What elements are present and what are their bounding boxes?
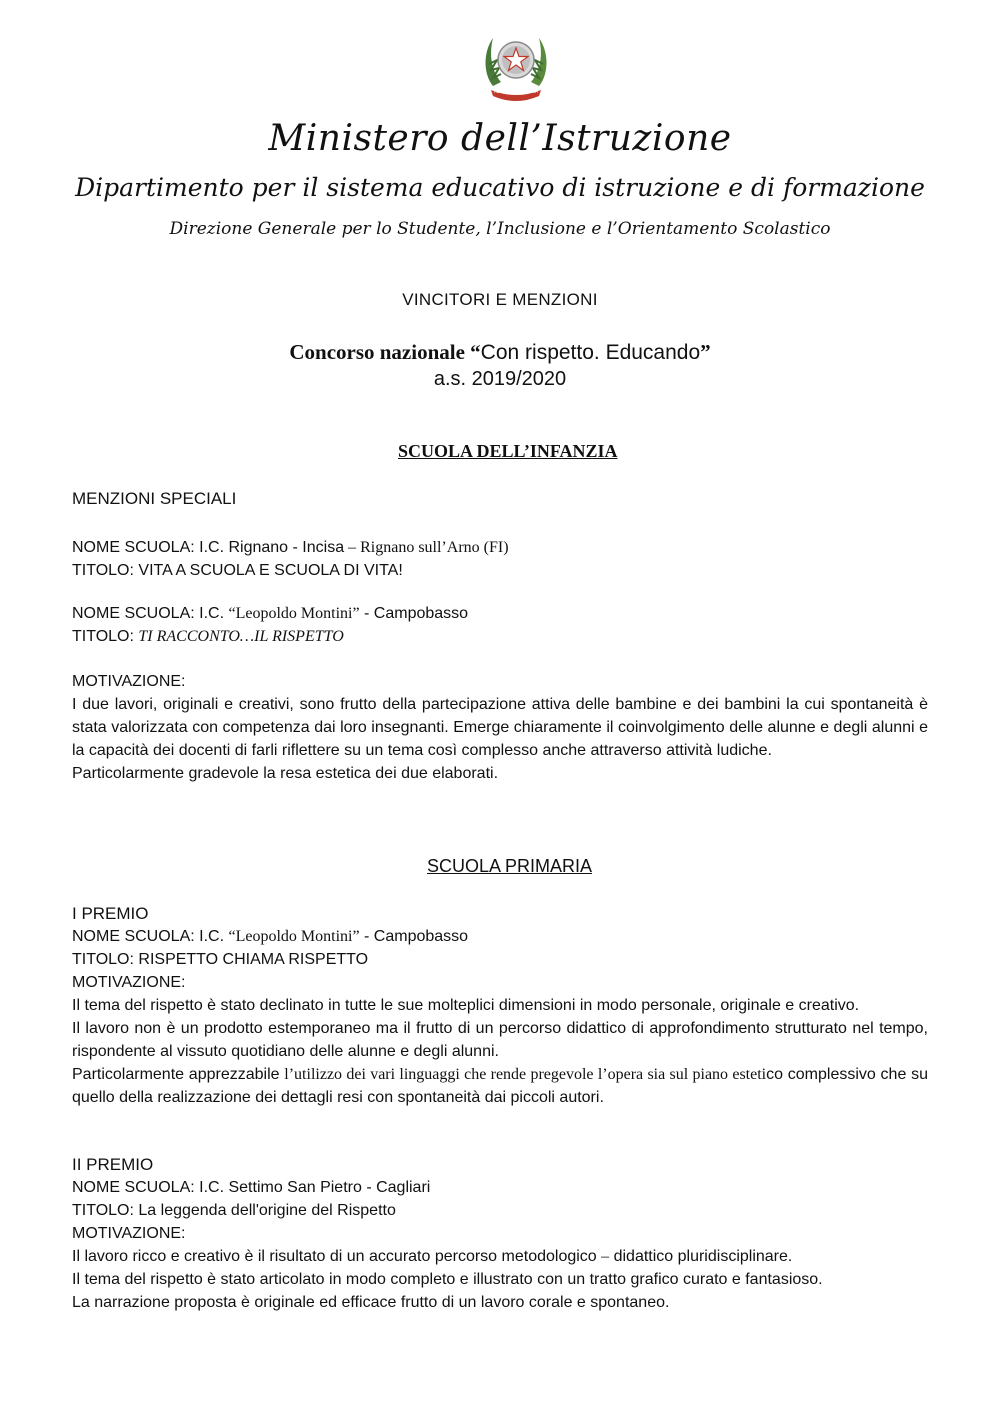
emblem-ribbon-text: REPUBBLICA ITALIANA: [493, 89, 539, 94]
prize-label: I PREMIO: [72, 904, 149, 923]
motivation-text: [72, 1063, 928, 1109]
work-title: VITA A SCUOLA E SCUOLA DI VITA!: [138, 562, 403, 579]
primaria-second-prize: [72, 1153, 928, 1314]
section-heading-infanzia: SCUOLA DELL’INFANZIA: [398, 441, 618, 461]
direction-title: Direzione Generale per lo Studente, l’Inclusione e l’Orientamento Scolastico: [169, 219, 831, 239]
work-title: RISPETTO CHIAMA RISPETTO: [138, 951, 369, 968]
school-label: NOME SCUOLA:: [72, 1179, 200, 1196]
motivation-fragment: co complessivo che su quello della realizzazione dei dettagli resi con spontaneità dai piccoli autori.: [72, 1066, 928, 1106]
motivation-fragment: didattico pluridisciplinare.: [609, 1248, 793, 1265]
special-mentions-label: MENZIONI SPECIALI: [72, 489, 237, 508]
motivation-fragment: l’utilizzo dei vari linguaggi che rende pregevole l’opera sia sul piano esteti: [284, 1066, 767, 1083]
motivation-text: La narrazione proposta è originale ed efficace frutto di un lavoro corale e spontaneo.: [72, 1294, 670, 1311]
prize-label: II PREMIO: [72, 1155, 154, 1174]
work-title: La leggenda dell'origine del Rispetto: [138, 1202, 396, 1219]
school-prefix: I.C.: [199, 928, 229, 945]
infanzia-entry-1: [72, 536, 928, 582]
title-label: TITOLO:: [72, 628, 139, 645]
work-title: TI RACCONTO…IL RISPETTO: [138, 628, 344, 645]
school-city: - Campobasso: [359, 605, 469, 622]
contest-title: [0, 340, 1000, 365]
school-label: NOME SCUOLA:: [72, 605, 200, 622]
contest-prefix: Concorso nazionale “: [289, 340, 481, 364]
school-name: “Leopoldo Montini”: [228, 605, 360, 622]
motivation-text: Il lavoro non è un prodotto estemporaneo ma il frutto di un percorso didattico di approfondimento strutturato nel tempo, rispondente al vissuto quotidiano delle alunne e degli alunni.: [72, 1020, 928, 1060]
school-name: I.C. Settimo San Pietro - Cagliari: [199, 1179, 431, 1196]
ministry-title: Ministero dell’Istruzione: [268, 118, 732, 159]
infanzia-entry-2: [72, 602, 928, 648]
motivation-label: MOTIVAZIONE:: [72, 974, 186, 991]
motivation-text-2: Particolarmente gradevole la resa estetica dei due elaborati.: [72, 765, 499, 782]
school-name: I.C. Rignano - Incisa: [199, 539, 345, 556]
contest-name: Con rispetto. Educando: [480, 341, 701, 364]
school-name: “Leopoldo Montini”: [228, 928, 360, 945]
primaria-first-prize: [72, 902, 928, 1109]
motivation-label: MOTIVAZIONE:: [72, 673, 186, 690]
motivation-fragment: Particolarmente apprezzabile: [72, 1066, 285, 1083]
motivation-text: Il tema del rispetto è stato articolato in modo completo e illustrato con un tratto grafico curato e fantasioso.: [72, 1271, 823, 1288]
motivation-label: MOTIVAZIONE:: [72, 1225, 186, 1242]
motivation-fragment: –: [601, 1248, 610, 1265]
school-label: NOME SCUOLA:: [72, 928, 200, 945]
school-year: a.s. 2019/2020: [433, 368, 567, 390]
motivation-text: I due lavori, originali e creativi, sono frutto della partecipazione attiva delle bambine e dei bambini la cui spontaneità è stata valorizzata con competenza dai loro insegnanti. Emerge chiaramente il coinvolgimento delle alunne e degli alunni e la capacità dei docenti di farli riflettere su un tema così complesso anche attraverso attività ludiche.: [72, 696, 928, 759]
title-label: TITOLO:: [72, 951, 139, 968]
motivation-fragment: Il lavoro ricco e creativo è il risultato di un accurato percorso metodologico: [72, 1248, 602, 1265]
title-label: TITOLO:: [72, 1202, 139, 1219]
motivation-text: Il tema del rispetto è stato declinato in tutte le sue molteplici dimensioni in modo personale, originale e creativo.: [72, 997, 860, 1014]
school-label: NOME SCUOLA:: [72, 539, 200, 556]
motivation-text: [72, 1245, 928, 1268]
contest-suffix: ”: [700, 340, 711, 364]
infanzia-motivation: [72, 670, 928, 785]
winners-heading: VINCITORI E MENZIONI: [402, 290, 598, 309]
title-label: TITOLO:: [72, 562, 139, 579]
school-city: - Campobasso: [359, 928, 469, 945]
school-prefix: I.C.: [199, 605, 229, 622]
department-title: Dipartimento per il sistema educativo di istruzione e di formazione: [75, 173, 925, 202]
section-heading-primaria: SCUOLA PRIMARIA: [427, 856, 593, 876]
school-location: – Rignano sull’Arno (FI): [344, 539, 509, 556]
